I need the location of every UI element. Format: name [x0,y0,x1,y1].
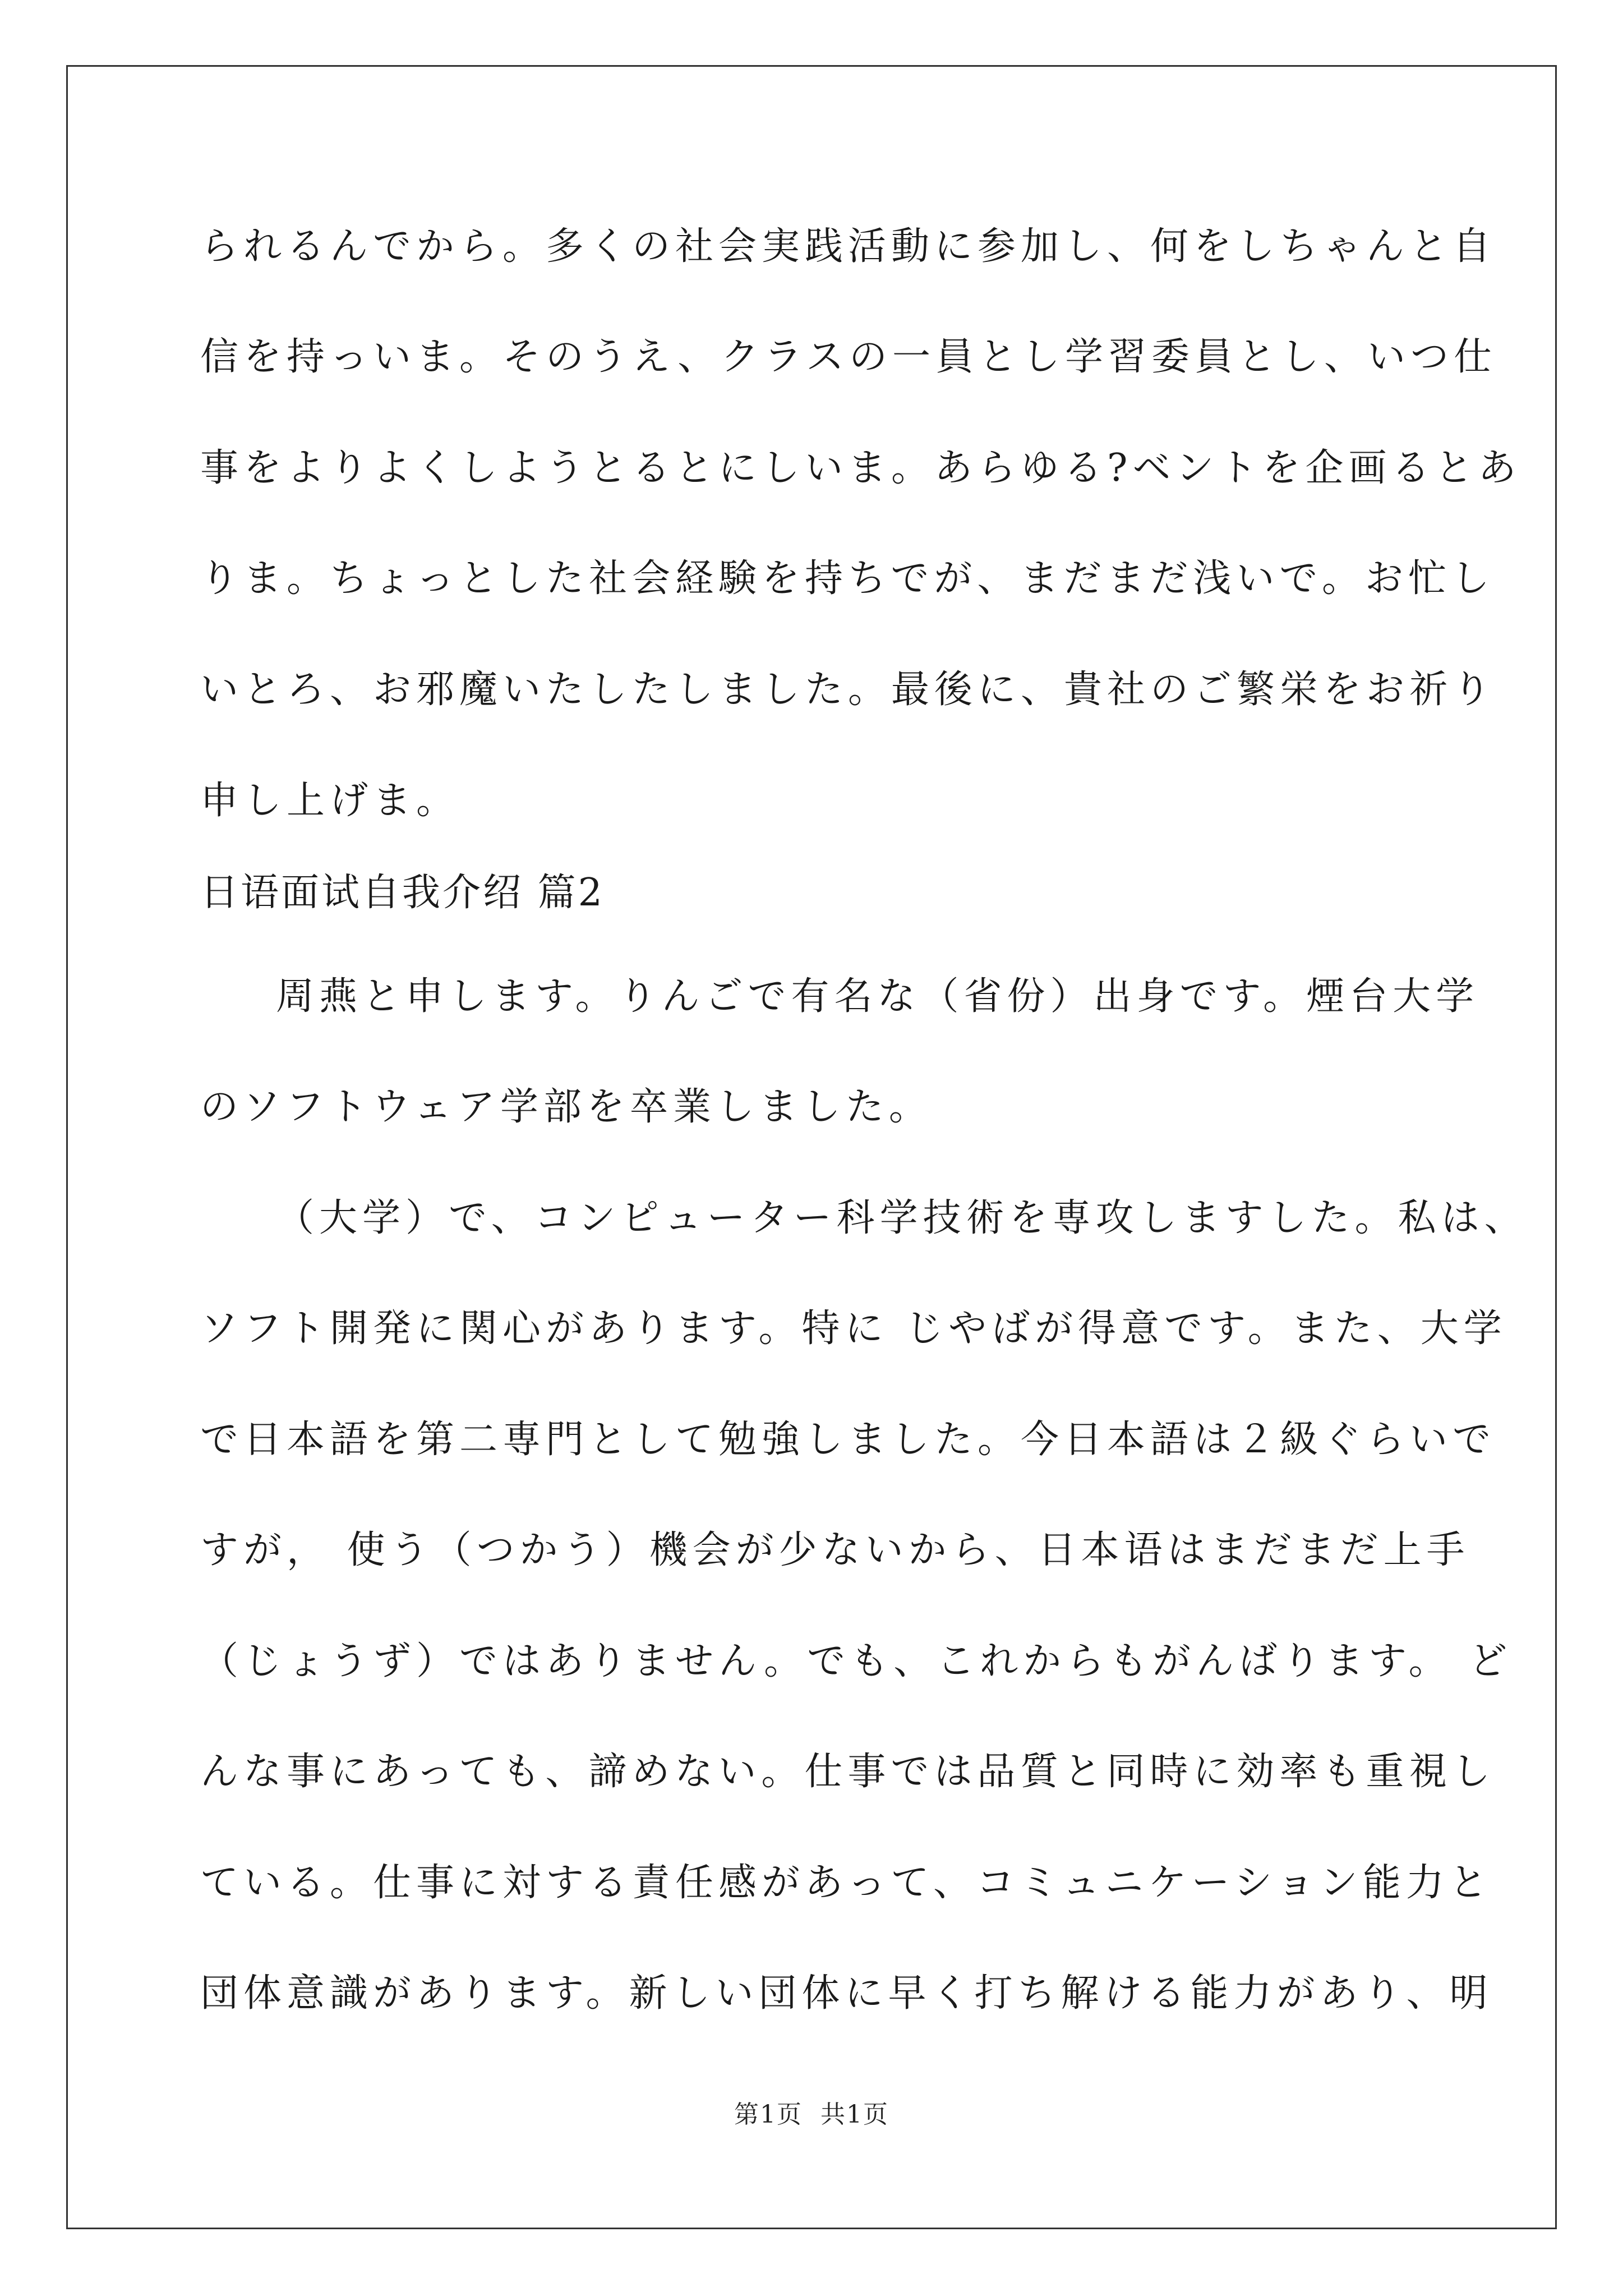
section-heading: 日语面试自我介绍 篇2 [200,871,605,915]
paragraph-line: 申し上げま。 [200,779,460,823]
paragraph-line: ソフト開発に関心があります。特に じやばが得意です。また、大学 [200,1306,1507,1351]
paragraph-line: のソフトウェア学部を卒業しました。 [200,1085,932,1129]
paragraph-line: りま。ちょっとした社会経験を持ちでが、まだまだ浅いで。お忙し [200,556,1495,601]
paragraph-line: すが， 使う（つかう）機会が少ないから、日本语はまだまだ上手 [200,1528,1470,1572]
paragraph-line: 事をよりよくしようとるとにしいま。あらゆる?ベントを企画るとあ [200,446,1521,490]
paragraph-line: 周燕と申します。りんごで有名な（省份）出身です。煙台大学 [276,974,1479,1019]
page-footer: 第1页 共1页 [734,2100,889,2129]
paragraph-line: 信を持っいま。そのうえ、クラスの一員とし学習委員とし、いつ仕 [200,335,1497,379]
paragraph-line: 団体意識があります。新しい団体に早く打ち解ける能力があり、明 [200,1971,1493,2016]
paragraph-line: ている。仕事に対する責任感があって、コミュニケーション能力と [200,1861,1492,1905]
paragraph-line: で日本語を第二専門として勉強しました。今日本語は２級ぐらいで [200,1418,1496,1462]
paragraph-line: （大学）で、コンピューター科学技術を専攻しますした。私は、 [276,1196,1528,1240]
paragraph-line: んな事にあっても、諦めない。仕事では品質と同時に効率も重視し [200,1750,1496,1794]
paragraph-line: いとろ、お邪魔いたしたしました。最後に、貴社のご繁栄をお祈り [200,668,1496,712]
paragraph-line: られるんでから。多くの社会実践活動に参加し、何をしちゃんと自 [200,224,1496,269]
paragraph-line: （じょうず）ではありません。でも、これからもがんばります。 ど [200,1639,1513,1683]
